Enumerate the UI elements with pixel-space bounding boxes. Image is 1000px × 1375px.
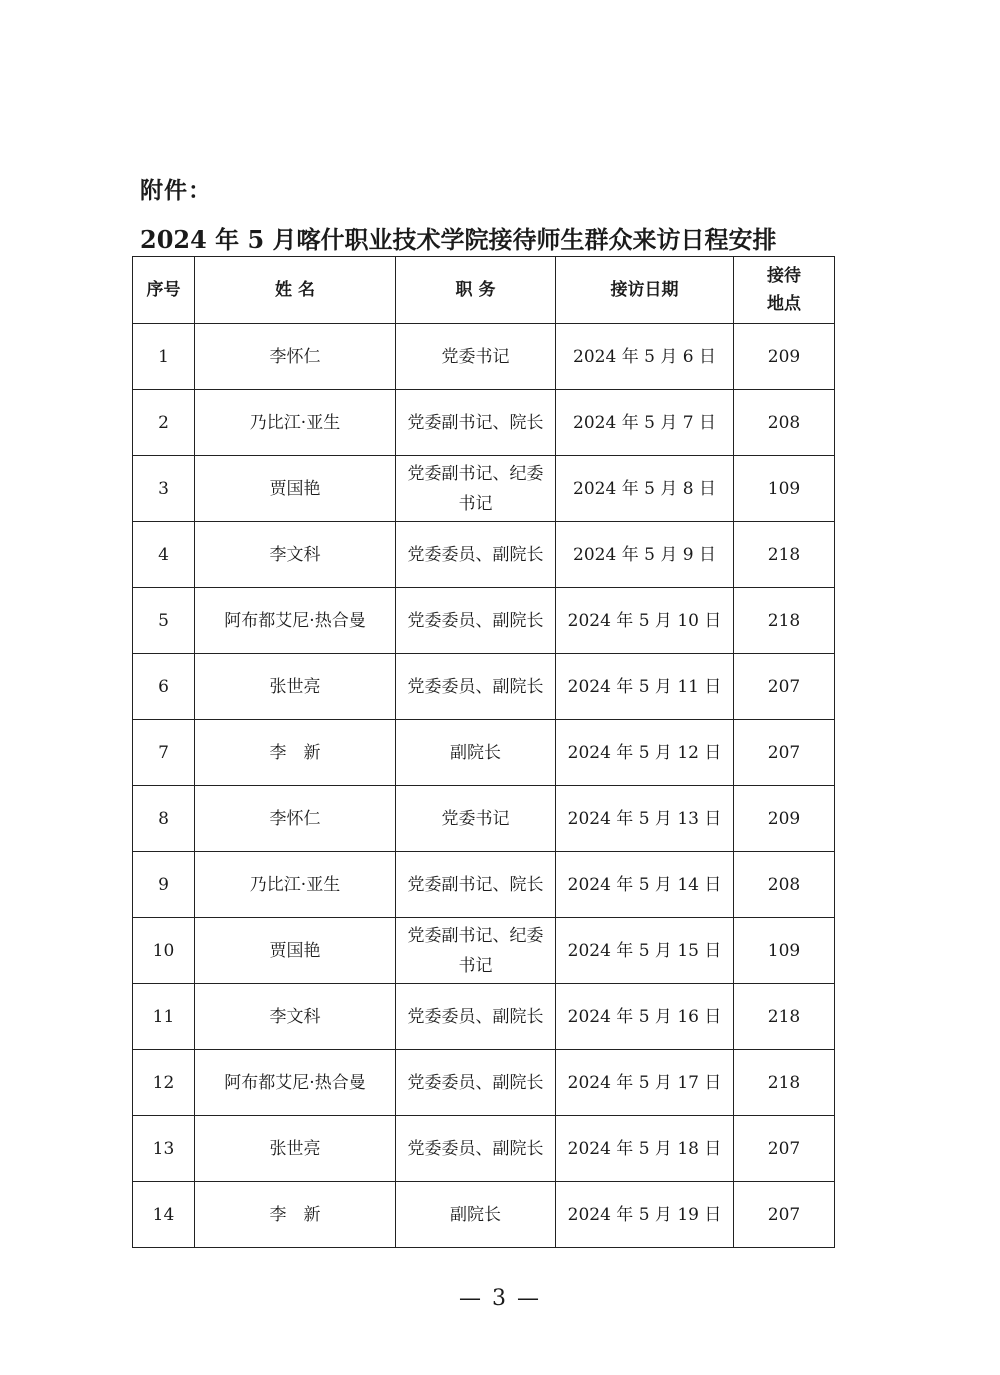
header-name: 姓 名 (195, 257, 396, 324)
table-row (133, 852, 835, 918)
table-row (133, 984, 835, 1050)
cell-no: 14 (133, 1182, 195, 1248)
header-date: 接访日期 (556, 257, 734, 324)
cell-name: 张世亮 (195, 654, 396, 720)
table-row (133, 654, 835, 720)
cell-no: 6 (133, 654, 195, 720)
cell-no: 11 (133, 984, 195, 1050)
cell-name: 贾国艳 (195, 918, 396, 984)
cell-place: 218 (734, 522, 835, 588)
cell-name: 乃比江·亚生 (195, 852, 396, 918)
cell-position: 党委书记 (396, 324, 556, 390)
table-row (133, 456, 835, 522)
cell-name: 李怀仁 (195, 786, 396, 852)
cell-date: 2024 年 5 月 9 日 (556, 522, 734, 588)
cell-date: 2024 年 5 月 17 日 (556, 1050, 734, 1116)
cell-place: 208 (734, 390, 835, 456)
table-row (133, 786, 835, 852)
cell-place: 109 (734, 456, 835, 522)
cell-name: 李文科 (195, 522, 396, 588)
table-row (133, 324, 835, 390)
cell-place: 208 (734, 852, 835, 918)
cell-position: 党委副书记、院长 (396, 390, 556, 456)
cell-date: 2024 年 5 月 8 日 (556, 456, 734, 522)
table-row (133, 1182, 835, 1248)
document-title: 2024 年 5 月喀什职业技术学院接待师生群众来访日程安排 (140, 225, 777, 254)
cell-position: 党委委员、副院长 (396, 654, 556, 720)
cell-position: 党委副书记、纪委书记 (396, 918, 556, 984)
cell-no: 12 (133, 1050, 195, 1116)
header-place: 接待 地点 (734, 257, 835, 324)
cell-position: 副院长 (396, 720, 556, 786)
cell-position: 党委委员、副院长 (396, 588, 556, 654)
cell-position: 党委书记 (396, 786, 556, 852)
table-row (133, 918, 835, 984)
cell-name: 贾国艳 (195, 456, 396, 522)
cell-no: 1 (133, 324, 195, 390)
cell-no: 3 (133, 456, 195, 522)
cell-position: 党委委员、副院长 (396, 984, 556, 1050)
cell-position: 党委委员、副院长 (396, 1050, 556, 1116)
cell-place: 207 (734, 654, 835, 720)
cell-date: 2024 年 5 月 19 日 (556, 1182, 734, 1248)
table-row (133, 1050, 835, 1116)
cell-no: 10 (133, 918, 195, 984)
cell-place: 218 (734, 984, 835, 1050)
table-row (133, 390, 835, 456)
table-body (133, 324, 835, 1248)
cell-date: 2024 年 5 月 11 日 (556, 654, 734, 720)
attachment-heading: 附件： (140, 178, 212, 204)
header-no: 序号 (133, 257, 195, 324)
cell-place: 218 (734, 588, 835, 654)
cell-name: 阿布都艾尼·热合曼 (195, 1050, 396, 1116)
table-row (133, 522, 835, 588)
cell-no: 13 (133, 1116, 195, 1182)
cell-place: 207 (734, 720, 835, 786)
cell-position: 党委委员、副院长 (396, 522, 556, 588)
cell-date: 2024 年 5 月 12 日 (556, 720, 734, 786)
cell-place: 207 (734, 1116, 835, 1182)
cell-name: 乃比江·亚生 (195, 390, 396, 456)
cell-place: 209 (734, 324, 835, 390)
cell-date: 2024 年 5 月 13 日 (556, 786, 734, 852)
cell-date: 2024 年 5 月 6 日 (556, 324, 734, 390)
cell-name: 李怀仁 (195, 324, 396, 390)
cell-no: 9 (133, 852, 195, 918)
cell-position: 副院长 (396, 1182, 556, 1248)
cell-position: 党委副书记、院长 (396, 852, 556, 918)
cell-place: 209 (734, 786, 835, 852)
table-header-row (133, 257, 835, 324)
table-row (133, 1116, 835, 1182)
cell-name: 张世亮 (195, 1116, 396, 1182)
cell-name: 李 新 (195, 720, 396, 786)
header-position: 职 务 (396, 257, 556, 324)
cell-no: 4 (133, 522, 195, 588)
cell-date: 2024 年 5 月 16 日 (556, 984, 734, 1050)
cell-date: 2024 年 5 月 18 日 (556, 1116, 734, 1182)
cell-position: 党委委员、副院长 (396, 1116, 556, 1182)
cell-no: 8 (133, 786, 195, 852)
cell-place: 218 (734, 1050, 835, 1116)
cell-no: 7 (133, 720, 195, 786)
cell-name: 李文科 (195, 984, 396, 1050)
cell-date: 2024 年 5 月 10 日 (556, 588, 734, 654)
cell-name: 李 新 (195, 1182, 396, 1248)
cell-date: 2024 年 5 月 14 日 (556, 852, 734, 918)
schedule-table (132, 256, 835, 1248)
table-row (133, 588, 835, 654)
table-row (133, 720, 835, 786)
cell-place: 109 (734, 918, 835, 984)
page-number: — 3 — (459, 1286, 541, 1311)
cell-no: 2 (133, 390, 195, 456)
cell-date: 2024 年 5 月 7 日 (556, 390, 734, 456)
cell-name: 阿布都艾尼·热合曼 (195, 588, 396, 654)
cell-place: 207 (734, 1182, 835, 1248)
cell-no: 5 (133, 588, 195, 654)
cell-date: 2024 年 5 月 15 日 (556, 918, 734, 984)
cell-position: 党委副书记、纪委书记 (396, 456, 556, 522)
